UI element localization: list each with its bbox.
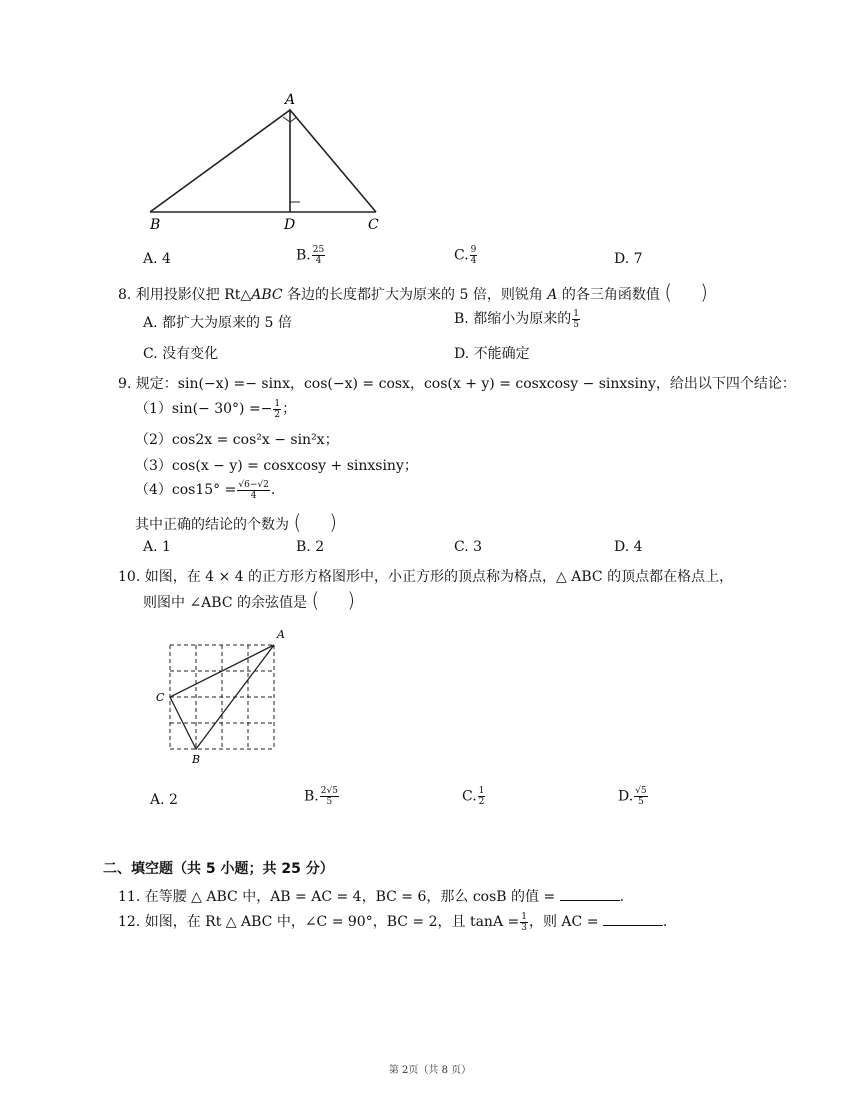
q12-answer-blank[interactable] [603, 913, 663, 926]
q9-stem: 9. 规定：sin(−x) =− sinx，cos(−x) = cosx，cos(x + y) = cosxcosy − sinxsiny，给出以下四个结论： [118, 376, 796, 392]
q10-option-c: C. $\frac{1}{2}$ [462, 786, 485, 807]
q7-option-c: C. $\frac{9}{4}$ [454, 245, 477, 266]
q9-conclusion-4: （4）cos15° = $\frac{√6-√2}{4}$ . [135, 479, 276, 501]
page-footer: 第 2页（共 8 页） [388, 1065, 472, 1076]
q8-option-b: B. 都缩小为原来的 $\frac{1}{5}$ [454, 308, 579, 330]
q9-option-c: C. 3 [454, 539, 483, 555]
q9-conclusion-1: （1）sin(− 30°) =− $\frac{1}{2}$ ； [135, 398, 297, 420]
q10-option-d: D. $\frac{√5}{5}$ [618, 786, 647, 807]
q8-option-a: A. 都扩大为原来的 5 倍 [143, 315, 292, 331]
q9-option-b: B. 2 [296, 539, 325, 555]
q11-answer-blank[interactable] [560, 888, 620, 901]
q7-triangle-figure [140, 88, 400, 236]
q7-option-d: D. 7 [614, 251, 643, 267]
q8-option-c: C. 没有变化 [143, 346, 219, 362]
q7-option-b: B. $\frac{25}{4}$ [296, 245, 325, 266]
grid-label-C: C [156, 691, 165, 704]
q9-conclusion-2: （2）cos2x = cos²x − sin²x； [135, 432, 339, 448]
q8-stem: 8. 利用投影仪把 Rt△ABC 各边的长度都扩大为原来的 5 倍，则锐角 A 的各三角函数值 ( ) [118, 280, 708, 304]
section-2-heading: 二、填空题（共 5 小题；共 25 分） [103, 861, 334, 877]
q7-option-a: A. 4 [143, 251, 171, 267]
q10-option-a: A. 2 [150, 792, 178, 808]
grid-label-B: B [192, 753, 201, 766]
q8-option-d: D. 不能确定 [454, 346, 530, 362]
q10-grid-figure [150, 625, 300, 770]
q10-option-b: B. $\frac{2√5}{5}$ [304, 786, 338, 807]
q10-stem-line2: 则图中 ∠ABC 的余弦值是 ( ) [143, 588, 356, 612]
vertex-label-B: B [150, 217, 161, 233]
vertex-label-D: D [284, 217, 296, 233]
vertex-label-C: C [368, 217, 379, 233]
q9-conclusion-3: （3）cos(x − y) = cosxcosy + sinxsiny； [135, 458, 418, 474]
q9-ask: 其中正确的结论的个数为 ( ) [135, 510, 338, 534]
vertex-label-A: A [285, 92, 296, 108]
q10-stem-line1: 10. 如图，在 4 × 4 的正方形方格图形中，小正方形的顶点称为格点，△ ABC 的顶点都在格点上， [118, 569, 734, 585]
q9-option-a: A. 1 [143, 539, 171, 555]
q9-option-d: D. 4 [614, 539, 643, 555]
q12-question: 12. 如图，在 Rt △ ABC 中，∠C = 90°，BC = 2，且 tanA = $\frac{1}{3}$ ，则 AC = . [118, 911, 668, 933]
grid-label-A: A [277, 628, 285, 641]
q11-question: 11. 在等腰 △ ABC 中，AB = AC = 4，BC = 6，那么 cosB 的值 = . [118, 889, 625, 905]
